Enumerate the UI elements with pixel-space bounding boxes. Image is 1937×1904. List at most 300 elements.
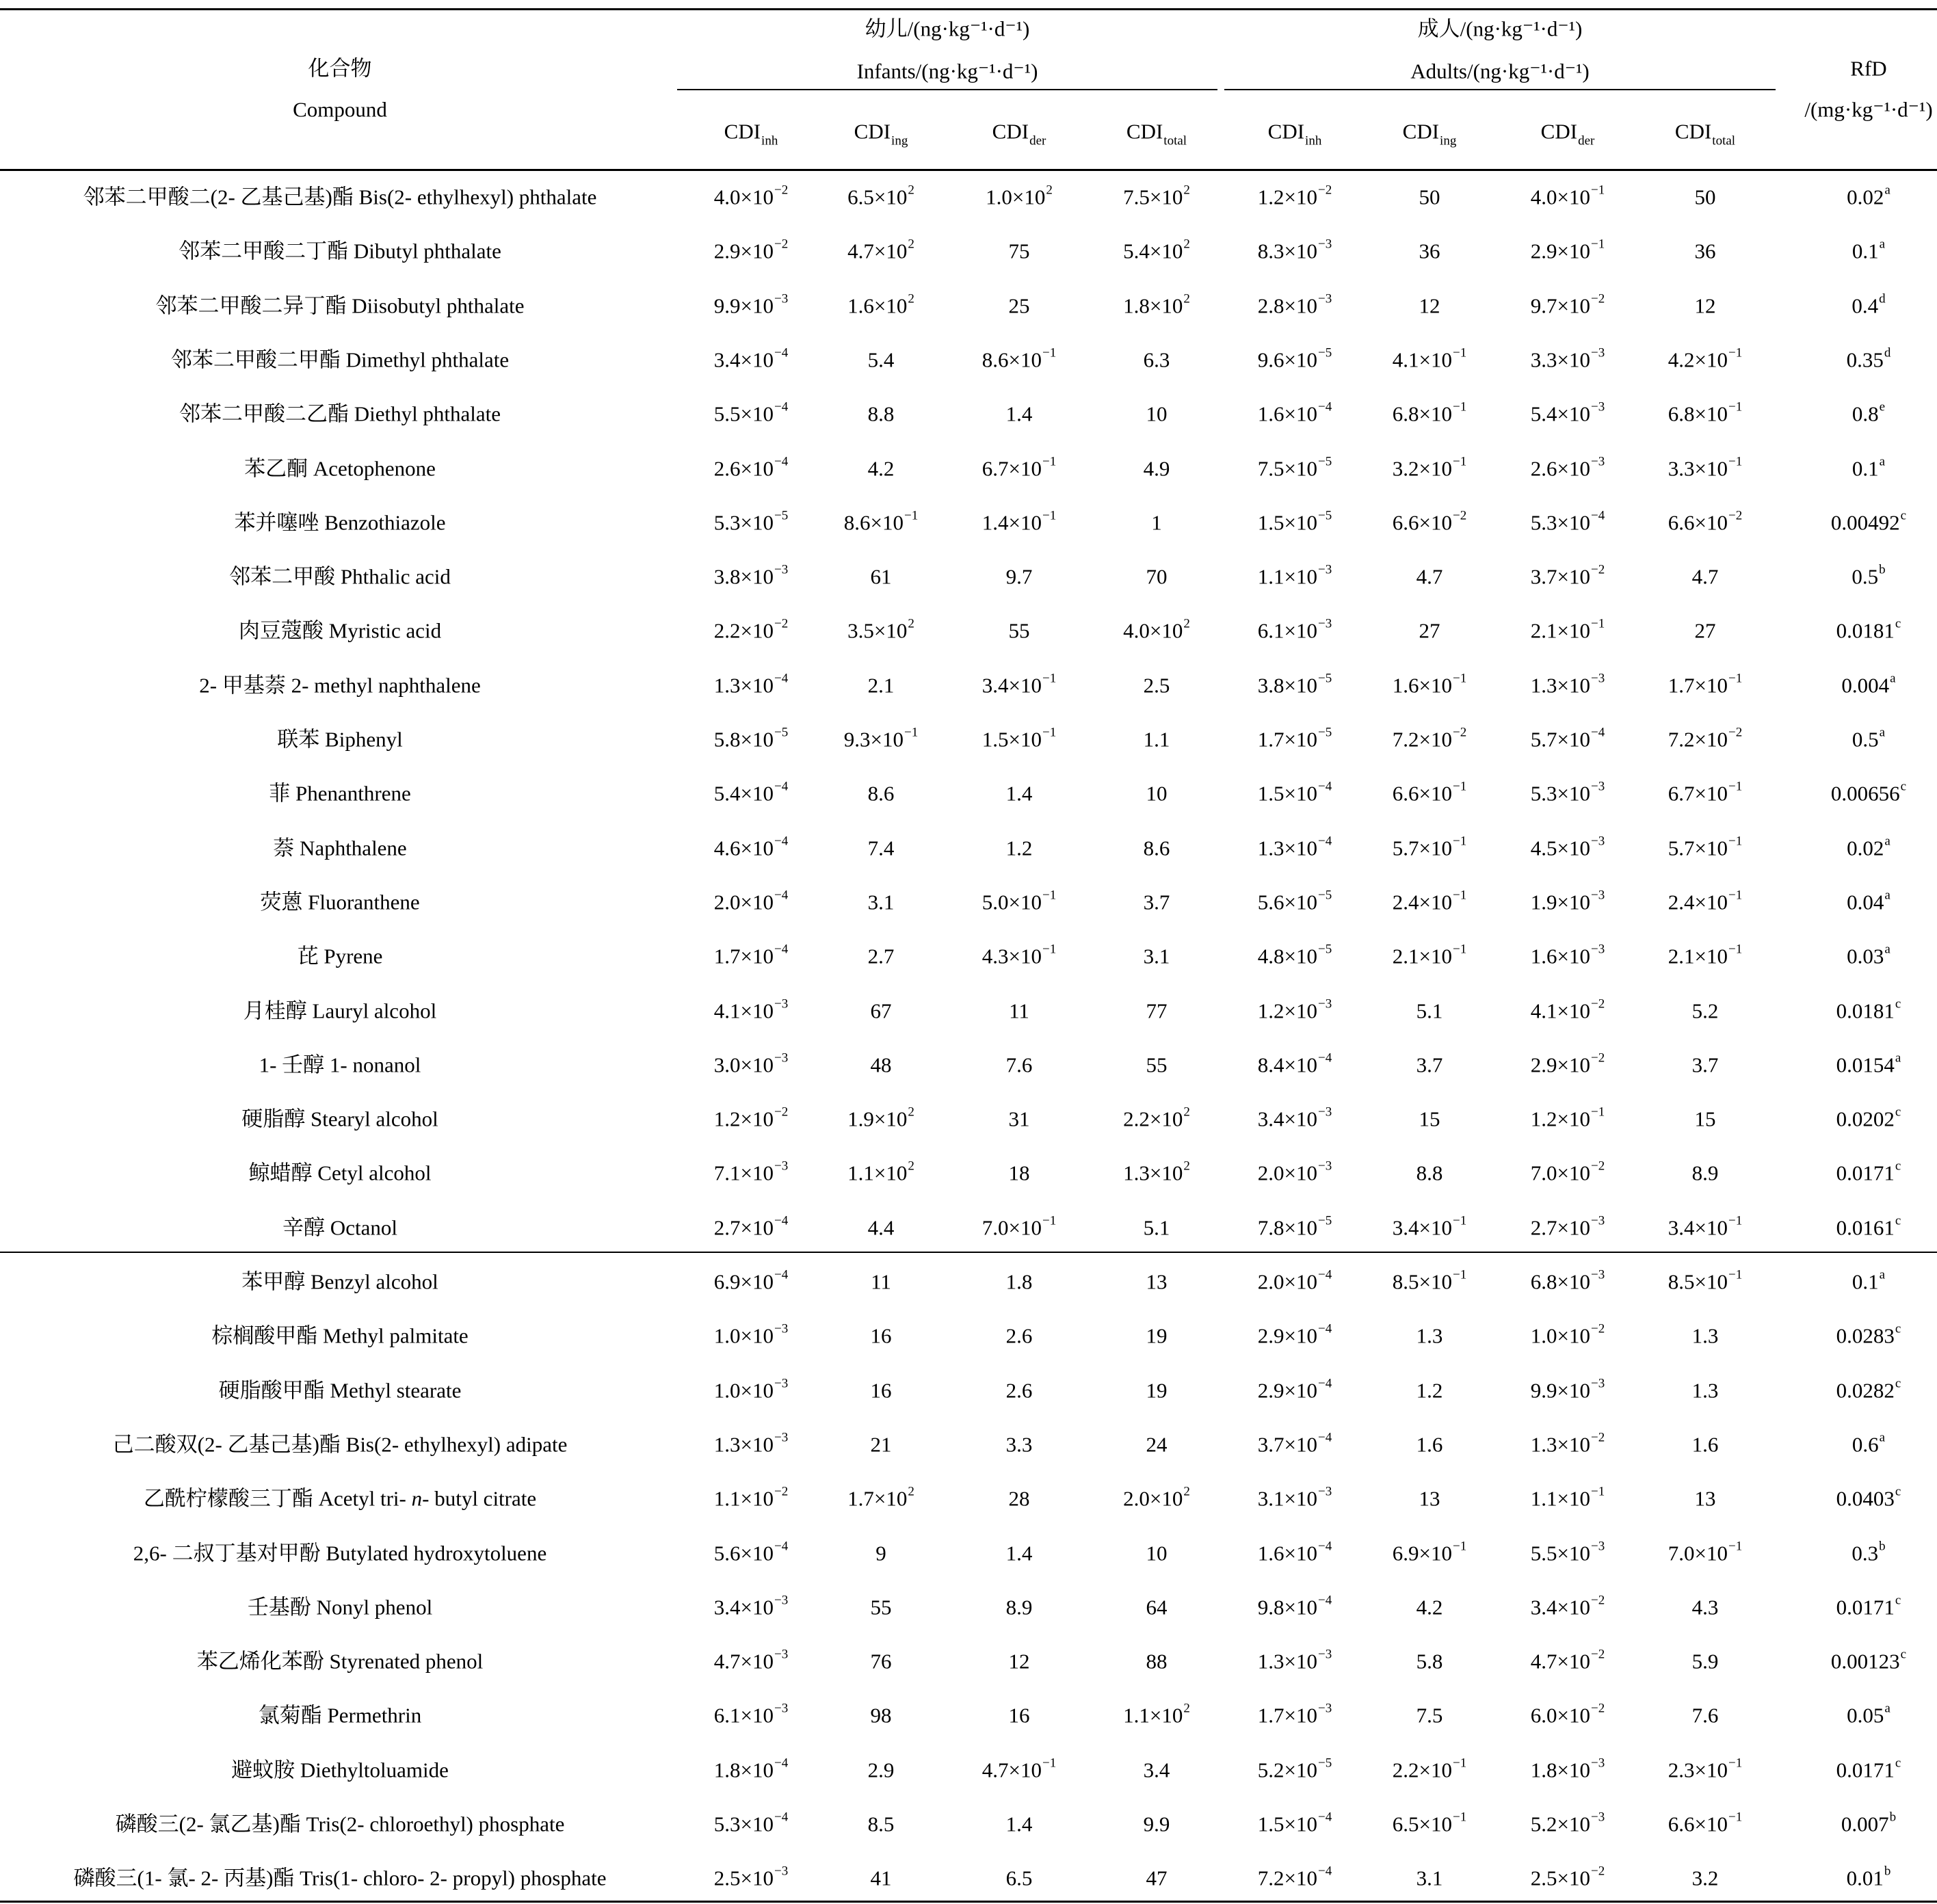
value-cell: $1.1\times 10^2$ (1123, 1701, 1190, 1728)
value-cell: 6.5 (1005, 1866, 1033, 1890)
value-cell: 5.4 (867, 347, 895, 372)
compound-name: 磷酸三(1- 氯- 2- 丙基)酯 Tris(1- chloro- 2- propyl) phosphate (73, 1866, 607, 1890)
value-cell: $3.3\times 10^{-1}$ (1668, 454, 1743, 480)
compound-name: 氯菊酯 Permethrin (258, 1703, 422, 1728)
value-cell: 88 (1146, 1649, 1168, 1674)
compound-name: 2,6- 二叔丁基对甲酚 Butylated hydroxytoluene (133, 1541, 547, 1565)
value-cell: 1.6 (1691, 1432, 1719, 1457)
footnote-marker: d (1879, 291, 1886, 306)
footnote-marker: d (1884, 345, 1891, 360)
value-cell: $1.3\times 10^{-2}$ (1530, 1430, 1605, 1457)
rfd-cell: 0.004$^a$ (1841, 671, 1896, 698)
footnote-marker: e (1879, 399, 1886, 414)
value-cell: 55 (1008, 618, 1030, 643)
footnote-marker: c (1895, 1321, 1901, 1336)
value-cell: $1.3\times 10^{-4}$ (713, 671, 789, 698)
rfd-cell: 0.0403$^c$ (1836, 1484, 1901, 1511)
footnote-marker: c (1895, 1756, 1901, 1771)
column-header: $CDI_{total}$ (1674, 119, 1736, 148)
value-cell: 3.7 (1143, 890, 1170, 914)
value-cell: $3.4\times 10^{-3}$ (1257, 1105, 1332, 1131)
value-cell: $1.6\times 10^{-1}$ (1392, 671, 1467, 698)
column-header: $CDI_{inh}$ (724, 119, 778, 148)
value-cell: $4.7\times 10^2$ (847, 237, 914, 263)
value-cell: $6.8\times 10^{-3}$ (1530, 1267, 1605, 1294)
value-cell: $2.4\times 10^{-1}$ (1668, 888, 1743, 914)
value-cell: 9.7 (1005, 564, 1033, 589)
value-cell: 4.7 (1416, 564, 1443, 589)
value-cell: $5.3\times 10^{-5}$ (713, 508, 789, 535)
value-cell: $1.6\times 10^{-4}$ (1257, 1539, 1332, 1565)
value-cell: 67 (870, 999, 892, 1022)
value-cell: $4.0\times 10^{-2}$ (713, 183, 789, 209)
footnote-marker: b (1879, 562, 1886, 577)
value-cell: 1.4 (1005, 781, 1033, 806)
value-cell: 1 (1151, 510, 1162, 535)
compound-name: 荧蒽 Fluoranthene (260, 890, 420, 914)
value-cell: $5.3\times 10^{-4}$ (713, 1810, 789, 1836)
value-cell: $1.9\times 10^2$ (847, 1105, 914, 1131)
compound-name: 辛醇 Octanol (282, 1215, 397, 1240)
value-cell: $5.0\times 10^{-1}$ (981, 888, 1057, 914)
footnote-marker: c (1895, 1593, 1901, 1608)
column-header: $CDI_{inh}$ (1267, 119, 1322, 148)
footnote-marker: c (1895, 616, 1901, 631)
value-cell: 61 (870, 564, 892, 589)
compound-name: 硬脂酸甲酯 Methyl stearate (218, 1378, 462, 1403)
footnote-marker: b (1879, 1539, 1886, 1553)
value-cell: $1.0\times 10^{-3}$ (713, 1376, 789, 1403)
value-cell: $2.0\times 10^{-4}$ (1257, 1267, 1332, 1294)
value-cell: 1.4 (1005, 401, 1033, 426)
value-cell: $1.2\times 10^{-1}$ (1530, 1105, 1605, 1131)
value-cell: $1.7\times 10^{-5}$ (1257, 725, 1332, 752)
compound-name: 乙酰柠檬酸三丁酯 Acetyl tri- n- butyl citrate (143, 1486, 537, 1511)
value-cell: $2.5\times 10^{-2}$ (1530, 1864, 1605, 1890)
header-infants-zh: 幼儿/(ng·kg⁻¹·d⁻¹) (865, 16, 1030, 41)
compound-name: 1- 壬醇 1- nonanol (259, 1053, 421, 1077)
footnote-marker: c (1900, 508, 1907, 523)
value-cell: $1.5\times 10^{-1}$ (981, 725, 1057, 752)
footnote-marker: a (1895, 1050, 1901, 1066)
rfd-cell: 0.5$^b$ (1852, 562, 1886, 589)
value-cell: $6.0\times 10^{-2}$ (1530, 1701, 1605, 1728)
compound-name: 硬脂醇 Stearyl alcohol (241, 1107, 438, 1131)
value-cell: $1.4\times 10^{-1}$ (981, 508, 1057, 535)
footnote-marker: c (1895, 1484, 1901, 1499)
value-cell: $1.3\times 10^{-3}$ (713, 1430, 789, 1457)
value-cell: $4.1\times 10^{-3}$ (713, 996, 789, 1022)
value-cell: 36 (1694, 239, 1716, 263)
infants-group-rule (677, 89, 1217, 90)
value-cell: 10 (1146, 781, 1168, 806)
value-cell: 16 (870, 1323, 892, 1348)
footnote-marker: b (1884, 1864, 1891, 1879)
value-cell: 5.1 (1143, 1215, 1170, 1240)
value-cell: $4.7\times 10^{-3}$ (713, 1647, 789, 1674)
value-cell: $2.5\times 10^{-3}$ (713, 1864, 789, 1890)
value-cell: $1.1\times 10^{-1}$ (1530, 1484, 1605, 1511)
value-cell: 50 (1419, 185, 1440, 209)
footnote-marker: b (1889, 1810, 1897, 1825)
header-adults-zh: 成人/(ng·kg⁻¹·d⁻¹) (1417, 16, 1583, 41)
value-cell: $6.6\times 10^{-1}$ (1668, 1810, 1743, 1836)
value-cell: 15 (1694, 1107, 1716, 1131)
compound-name: 壬基酚 Nonyl phenol (247, 1595, 433, 1619)
value-cell: 28 (1008, 1486, 1030, 1511)
value-cell: $3.1\times 10^{-3}$ (1257, 1484, 1332, 1511)
footnote-marker: a (1879, 725, 1886, 740)
value-cell: $1.5\times 10^{-4}$ (1257, 779, 1332, 806)
value-cell: $2.9\times 10^{-4}$ (1257, 1321, 1332, 1348)
value-cell: 5.9 (1691, 1649, 1719, 1674)
value-cell: $9.6\times 10^{-5}$ (1257, 345, 1332, 372)
value-cell: $2.6\times 10^{-4}$ (713, 454, 789, 480)
value-cell: $4.6\times 10^{-4}$ (713, 834, 789, 860)
value-cell: 8.6 (1143, 836, 1170, 860)
footnote-marker: c (1895, 1105, 1901, 1120)
value-cell: $9.9\times 10^{-3}$ (1530, 1376, 1605, 1403)
value-cell: 4.4 (867, 1215, 895, 1240)
rfd-cell: 0.0171$^c$ (1836, 1159, 1901, 1185)
value-cell: 16 (870, 1378, 892, 1403)
value-cell: 1.4 (1005, 1812, 1033, 1836)
value-cell: 3.7 (1416, 1053, 1443, 1077)
compound-name: 鲸蜡醇 Cetyl alcohol (248, 1161, 432, 1185)
footnote-marker: c (1895, 1213, 1901, 1228)
rfd-cell: 0.1$^a$ (1852, 1267, 1886, 1294)
value-cell: 10 (1146, 1541, 1168, 1565)
footnote-marker: a (1879, 454, 1886, 468)
value-cell: $3.8\times 10^{-5}$ (1257, 671, 1332, 698)
value-cell: $7.5\times 10^{-5}$ (1257, 454, 1332, 480)
compound-name: 苯并噻唑 Benzothiazole (234, 510, 446, 535)
value-cell: $1.5\times 10^{-4}$ (1257, 1810, 1332, 1836)
footnote-marker: c (1900, 1647, 1907, 1662)
value-cell: 12 (1419, 293, 1440, 318)
value-cell: $2.7\times 10^{-3}$ (1530, 1213, 1605, 1240)
footnote-marker: a (1879, 1430, 1886, 1445)
value-cell: 7.5 (1416, 1703, 1443, 1728)
value-cell: 1.3 (1416, 1323, 1443, 1348)
value-cell: $6.8\times 10^{-1}$ (1668, 399, 1743, 426)
value-cell: 10 (1146, 401, 1168, 426)
value-cell: 9.9 (1143, 1812, 1170, 1836)
value-cell: $5.8\times 10^{-5}$ (713, 725, 789, 752)
value-cell: $2.1\times 10^{-1}$ (1530, 616, 1605, 643)
value-cell: $6.9\times 10^{-4}$ (713, 1267, 789, 1294)
value-cell: 18 (1008, 1161, 1030, 1185)
value-cell: 25 (1008, 293, 1030, 318)
header-infants-en: Infants/(ng·kg⁻¹·d⁻¹) (856, 59, 1038, 83)
value-cell: $2.7\times 10^{-4}$ (713, 1213, 789, 1240)
value-cell: $5.5\times 10^{-4}$ (713, 399, 789, 426)
value-cell: $1.1\times 10^{-2}$ (713, 1484, 789, 1511)
value-cell: $1.2\times 10^{-3}$ (1257, 996, 1332, 1022)
value-cell: $1.8\times 10^{-4}$ (713, 1756, 789, 1782)
value-cell: $2.2\times 10^{-1}$ (1392, 1756, 1467, 1782)
footnote-marker: a (1879, 1267, 1886, 1282)
value-cell: 12 (1008, 1649, 1030, 1674)
value-cell: $4.2\times 10^{-1}$ (1668, 345, 1743, 372)
value-cell: $1.1\times 10^{-3}$ (1257, 562, 1332, 589)
rfd-cell: 0.35$^d$ (1846, 345, 1891, 372)
value-cell: $3.4\times 10^{-1}$ (1668, 1213, 1743, 1240)
value-cell: $8.4\times 10^{-4}$ (1257, 1050, 1332, 1077)
value-cell: $9.3\times 10^{-1}$ (843, 725, 919, 752)
value-cell: $6.6\times 10^{-2}$ (1668, 508, 1743, 535)
compound-name: 邻苯二甲酸二丁酯 Dibutyl phthalate (179, 239, 501, 263)
value-cell: $8.5\times 10^{-1}$ (1668, 1267, 1743, 1294)
rfd-cell: 0.0171$^c$ (1836, 1593, 1901, 1619)
value-cell: 4.2 (1416, 1595, 1443, 1619)
footnote-marker: a (1884, 1701, 1890, 1716)
value-cell: 75 (1008, 239, 1030, 263)
value-cell: $7.0\times 10^{-1}$ (1668, 1539, 1743, 1565)
value-cell: 12 (1694, 293, 1716, 318)
rfd-cell: 0.04$^a$ (1847, 888, 1890, 914)
value-cell: 6.3 (1143, 347, 1170, 372)
value-cell: $1.8\times 10^2$ (1123, 291, 1190, 318)
value-cell: 3.2 (1691, 1866, 1719, 1890)
value-cell: 27 (1419, 618, 1440, 643)
value-cell: 16 (1008, 1703, 1030, 1728)
value-cell: $3.4\times 10^{-4}$ (713, 345, 789, 372)
value-cell: $5.4\times 10^{-3}$ (1530, 399, 1605, 426)
compound-name: 萘 Naphthalene (273, 836, 407, 860)
value-cell: $9.9\times 10^{-3}$ (713, 291, 789, 318)
adults-group-rule (1224, 89, 1776, 90)
value-cell: 31 (1008, 1107, 1030, 1131)
value-cell: 2.5 (1143, 673, 1170, 698)
compound-name: 芘 Pyrene (297, 944, 383, 968)
value-cell: $4.0\times 10^{-1}$ (1530, 183, 1605, 209)
value-cell: $4.5\times 10^{-3}$ (1530, 834, 1605, 860)
value-cell: 8.6 (867, 781, 895, 806)
header-compound-en: Compound (293, 97, 387, 122)
rfd-cell: 0.1$^a$ (1852, 237, 1886, 263)
value-cell: $3.4\times 10^{-3}$ (713, 1593, 789, 1619)
footnote-marker: c (1895, 1159, 1901, 1174)
value-cell: $6.1\times 10^{-3}$ (713, 1701, 789, 1728)
value-cell: $5.4\times 10^2$ (1123, 237, 1190, 263)
value-cell: 1.6 (1416, 1432, 1443, 1457)
value-cell: 4.3 (1691, 1595, 1719, 1619)
footnote-marker: a (1884, 888, 1890, 903)
value-cell: $2.9\times 10^{-4}$ (1257, 1376, 1332, 1403)
value-cell: 3.1 (1416, 1866, 1443, 1890)
rfd-cell: 0.6$^a$ (1852, 1430, 1886, 1457)
compound-name: 2- 甲基萘 2- methyl naphthalene (199, 673, 481, 698)
value-cell: 8.9 (1691, 1161, 1719, 1185)
value-cell: 1.1 (1143, 727, 1170, 752)
value-cell: $7.8\times 10^{-5}$ (1257, 1213, 1332, 1240)
value-cell: 48 (870, 1053, 892, 1077)
column-header: $CDI_{der}$ (1540, 119, 1595, 148)
value-cell: $1.2\times 10^{-2}$ (1257, 183, 1332, 209)
rfd-cell: 0.0202$^c$ (1836, 1105, 1901, 1131)
footnote-marker: c (1900, 779, 1907, 794)
value-cell: $4.1\times 10^{-1}$ (1392, 345, 1467, 372)
rfd-cell: 0.8e (1852, 399, 1886, 426)
value-cell: $1.0\times 10^{-3}$ (713, 1321, 789, 1348)
value-cell: $4.1\times 10^{-2}$ (1530, 996, 1605, 1022)
value-cell: $4.7\times 10^{-1}$ (981, 1756, 1057, 1782)
compound-name: 苯甲醇 Benzyl alcohol (241, 1269, 438, 1294)
value-cell: $7.2\times 10^{-2}$ (1392, 725, 1467, 752)
column-header: $CDI_{der}$ (992, 119, 1046, 148)
value-cell: 2.7 (867, 944, 895, 968)
value-cell: 7.4 (867, 836, 895, 860)
rfd-cell: 0.01$^b$ (1846, 1864, 1891, 1890)
value-cell: $2.2\times 10^{-2}$ (713, 616, 789, 643)
compound-name: 月桂醇 Lauryl alcohol (243, 999, 437, 1022)
value-cell: $2.0\times 10^2$ (1123, 1484, 1190, 1511)
value-cell: $1.7\times 10^{-3}$ (1257, 1701, 1332, 1728)
value-cell: 8.9 (1005, 1595, 1033, 1619)
value-cell: 5.2 (1691, 999, 1719, 1022)
value-cell: $9.8\times 10^{-4}$ (1257, 1593, 1332, 1619)
value-cell: $2.0\times 10^{-4}$ (713, 888, 789, 914)
value-cell: 5.8 (1416, 1649, 1443, 1674)
compound-name: 菲 Phenanthrene (269, 781, 411, 806)
value-cell: 2.9 (867, 1758, 895, 1782)
value-cell: $3.4\times 10^{-1}$ (1392, 1213, 1467, 1240)
value-cell: $2.1\times 10^{-1}$ (1668, 942, 1743, 968)
value-cell: 3.1 (867, 890, 895, 914)
value-cell: 1.4 (1005, 1541, 1033, 1565)
value-cell: $4.8\times 10^{-5}$ (1257, 942, 1332, 968)
value-cell: $5.7\times 10^{-4}$ (1530, 725, 1605, 752)
value-cell: 8.8 (1416, 1161, 1443, 1185)
value-cell: 3.4 (1143, 1758, 1170, 1782)
value-cell: 3.1 (1143, 944, 1170, 968)
value-cell: $7.5\times 10^2$ (1123, 183, 1190, 209)
value-cell: 2.6 (1005, 1323, 1033, 1348)
value-cell: $6.8\times 10^{-1}$ (1392, 399, 1467, 426)
header-rfd-unit: /(mg·kg⁻¹·d⁻¹) (1804, 97, 1933, 122)
value-cell: $8.5\times 10^{-1}$ (1392, 1267, 1467, 1294)
value-cell: $1.7\times 10^2$ (847, 1484, 914, 1511)
column-header: $CDI_{ing}$ (854, 119, 908, 148)
value-cell: $5.2\times 10^{-3}$ (1530, 1810, 1605, 1836)
value-cell: 3.7 (1691, 1053, 1719, 1077)
value-cell: 15 (1419, 1107, 1440, 1131)
value-cell: 98 (870, 1703, 892, 1728)
rfd-cell: 0.00492$^c$ (1830, 508, 1907, 535)
footnote-marker: c (1895, 996, 1901, 1011)
rfd-cell: 0.0283$^c$ (1836, 1321, 1901, 1348)
value-cell: $1.3\times 10^{-4}$ (1257, 834, 1332, 860)
value-cell: $4.0\times 10^2$ (1123, 616, 1190, 643)
value-cell: 7.6 (1691, 1703, 1719, 1728)
value-cell: 11 (1009, 999, 1029, 1022)
value-cell: 70 (1146, 564, 1168, 589)
value-cell: 36 (1419, 239, 1440, 263)
header-adults-en: Adults/(ng·kg⁻¹·d⁻¹) (1410, 59, 1590, 83)
value-cell: $1.6\times 10^{-4}$ (1257, 399, 1332, 426)
rfd-cell: 0.03$^a$ (1847, 942, 1890, 968)
rfd-cell: 0.0154$^a$ (1836, 1050, 1901, 1077)
value-cell: $3.4\times 10^{-1}$ (981, 671, 1057, 698)
footnote-marker: a (1890, 671, 1896, 686)
value-cell: $3.2\times 10^{-1}$ (1392, 454, 1467, 480)
value-cell: $1.3\times 10^{-3}$ (1257, 1647, 1332, 1674)
rfd-cell: 0.3$^b$ (1852, 1539, 1886, 1565)
header-rfd-label: RfD (1850, 56, 1887, 81)
value-cell: $5.2\times 10^{-5}$ (1257, 1756, 1332, 1782)
value-cell: $1.7\times 10^{-4}$ (713, 942, 789, 968)
value-cell: 1.2 (1416, 1378, 1443, 1403)
rfd-cell: 0.02$^a$ (1847, 834, 1890, 860)
value-cell: $8.3\times 10^{-3}$ (1257, 237, 1332, 263)
value-cell: 27 (1694, 618, 1716, 643)
footnote-marker: a (1884, 942, 1890, 957)
value-cell: 19 (1146, 1378, 1168, 1403)
value-cell: $7.1\times 10^{-3}$ (713, 1159, 789, 1185)
compound-name: 避蚊胺 Diethyltoluamide (231, 1758, 449, 1782)
value-cell: $1.9\times 10^{-3}$ (1530, 888, 1605, 914)
compound-name: 邻苯二甲酸二(2- 乙基己基)酯 Bis(2- ethylhexyl) phthalate (83, 185, 597, 209)
value-cell: $5.3\times 10^{-4}$ (1530, 508, 1605, 535)
value-cell: 1.8 (1005, 1269, 1033, 1294)
value-cell: $1.8\times 10^{-3}$ (1530, 1756, 1605, 1782)
value-cell: 1.3 (1691, 1323, 1719, 1348)
value-cell: $2.0\times 10^{-3}$ (1257, 1159, 1332, 1185)
value-cell: $5.6\times 10^{-5}$ (1257, 888, 1332, 914)
value-cell: $6.6\times 10^{-2}$ (1392, 508, 1467, 535)
compound-name: 邻苯二甲酸二乙酯 Diethyl phthalate (179, 401, 501, 426)
rfd-cell: 0.05$^a$ (1847, 1701, 1890, 1728)
section-divider-rule (0, 1252, 1937, 1253)
value-cell: $3.8\times 10^{-3}$ (713, 562, 789, 589)
value-cell: 55 (870, 1595, 892, 1619)
value-cell: $1.0\times 10^{-2}$ (1530, 1321, 1605, 1348)
value-cell: 3.3 (1005, 1432, 1033, 1457)
value-cell: $1.6\times 10^{-3}$ (1530, 942, 1605, 968)
value-cell: $1.1\times 10^2$ (847, 1159, 914, 1185)
rfd-cell: 0.5$^a$ (1852, 725, 1886, 752)
value-cell: 2.1 (867, 673, 895, 698)
value-cell: 13 (1419, 1486, 1440, 1511)
compound-name: 邻苯二甲酸二甲酯 Dimethyl phthalate (170, 347, 510, 372)
value-cell: $6.7\times 10^{-1}$ (1668, 779, 1743, 806)
value-cell: 9 (875, 1541, 886, 1565)
top-rule (0, 8, 1937, 10)
value-cell: $2.1\times 10^{-1}$ (1392, 942, 1467, 968)
value-cell: $7.0\times 10^{-1}$ (981, 1213, 1057, 1240)
value-cell: $8.6\times 10^{-1}$ (843, 508, 919, 535)
value-cell: 5.1 (1416, 999, 1443, 1022)
rfd-cell: 0.0171$^c$ (1836, 1756, 1901, 1782)
value-cell: $4.3\times 10^{-1}$ (981, 942, 1057, 968)
value-cell: $1.0\times 10^2$ (986, 183, 1053, 209)
value-cell: $2.4\times 10^{-1}$ (1392, 888, 1467, 914)
value-cell: 64 (1146, 1595, 1168, 1619)
value-cell: $1.2\times 10^{-2}$ (713, 1105, 789, 1131)
value-cell: $2.6\times 10^{-3}$ (1530, 454, 1605, 480)
value-cell: $9.7\times 10^{-2}$ (1530, 291, 1605, 318)
rfd-cell: 0.1$^a$ (1852, 454, 1886, 480)
value-cell: $3.4\times 10^{-2}$ (1530, 1593, 1605, 1619)
value-cell: $7.2\times 10^{-4}$ (1257, 1864, 1332, 1890)
value-cell: $5.6\times 10^{-4}$ (713, 1539, 789, 1565)
rfd-cell: 0.00656$^c$ (1830, 779, 1907, 806)
value-cell: $7.2\times 10^{-2}$ (1668, 725, 1743, 752)
value-cell: 21 (870, 1432, 892, 1457)
value-cell: $4.7\times 10^{-2}$ (1530, 1647, 1605, 1674)
rfd-cell: 0.0161$^c$ (1836, 1213, 1901, 1240)
